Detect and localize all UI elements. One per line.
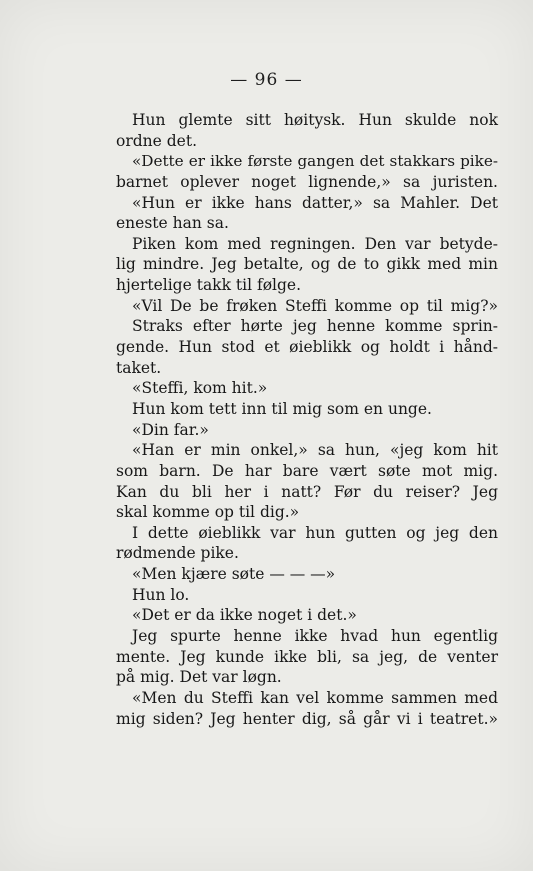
text-line: barnet oplever noget lignende,» sa juristen. — [116, 172, 498, 191]
text-line: som barn. De har bare vært søte mot mig. — [116, 461, 498, 480]
text-line: Piken kom med regningen. Den var betyde- — [132, 234, 498, 253]
text-line: «Det er da ikke noget i det.» — [132, 606, 357, 625]
text-line: «Dette er ikke første gangen det stakkars pike- — [132, 152, 498, 171]
text-line: ordne det. — [116, 131, 197, 150]
text-line: skal komme op til dig.» — [116, 503, 300, 522]
text-line: «Hun er ikke hans datter,» sa Mahler. Det — [132, 193, 498, 212]
text-line: Hun kom tett inn til mig som en unge. — [132, 399, 432, 418]
text-line: mig siden? Jeg henter dig, så går vi i teatret.» — [116, 709, 498, 728]
text-line: Kan du bli her i natt? Før du reiser? Jeg — [116, 482, 498, 501]
text-line: «Han er min onkel,» sa hun, «jeg kom hit — [132, 441, 498, 460]
text-line: taket. — [116, 358, 162, 377]
text-line: I dette øieblikk var hun gutten og jeg den — [132, 523, 498, 542]
text-line: gende. Hun stod et øieblikk og holdt i hånd- — [116, 338, 498, 357]
text-line: på mig. Det var løgn. — [116, 668, 282, 687]
text-line: Hun glemte sitt høitysk. Hun skulde nok — [132, 111, 498, 129]
text-line: «Men kjære søte — — —» — [132, 565, 336, 584]
text-line: eneste han sa. — [116, 214, 229, 233]
page-number: — 96 — — [230, 70, 303, 90]
text-line: hjertelige takk til følge. — [116, 276, 302, 295]
text-line: «Steffi, kom hit.» — [132, 379, 268, 398]
text-line: «Vil De be frøken Steffi komme op til mig?» — [132, 296, 498, 315]
body-text — [116, 110, 498, 729]
text-line: lig mindre. Jeg betalte, og de to gikk med min — [116, 255, 498, 274]
text-line: Jeg spurte henne ikke hvad hun egentlig — [132, 627, 498, 646]
text-line: Straks efter hørte jeg henne komme sprin- — [132, 317, 498, 336]
text-line: Hun lo. — [132, 585, 190, 604]
text-line: mente. Jeg kunde ikke bli, sa jeg, de venter — [116, 647, 498, 666]
text-line: rødmende pike. — [116, 544, 239, 563]
text-line: «Men du Steffi kan vel komme sammen med — [132, 688, 498, 707]
text-line: «Din far.» — [132, 420, 209, 439]
